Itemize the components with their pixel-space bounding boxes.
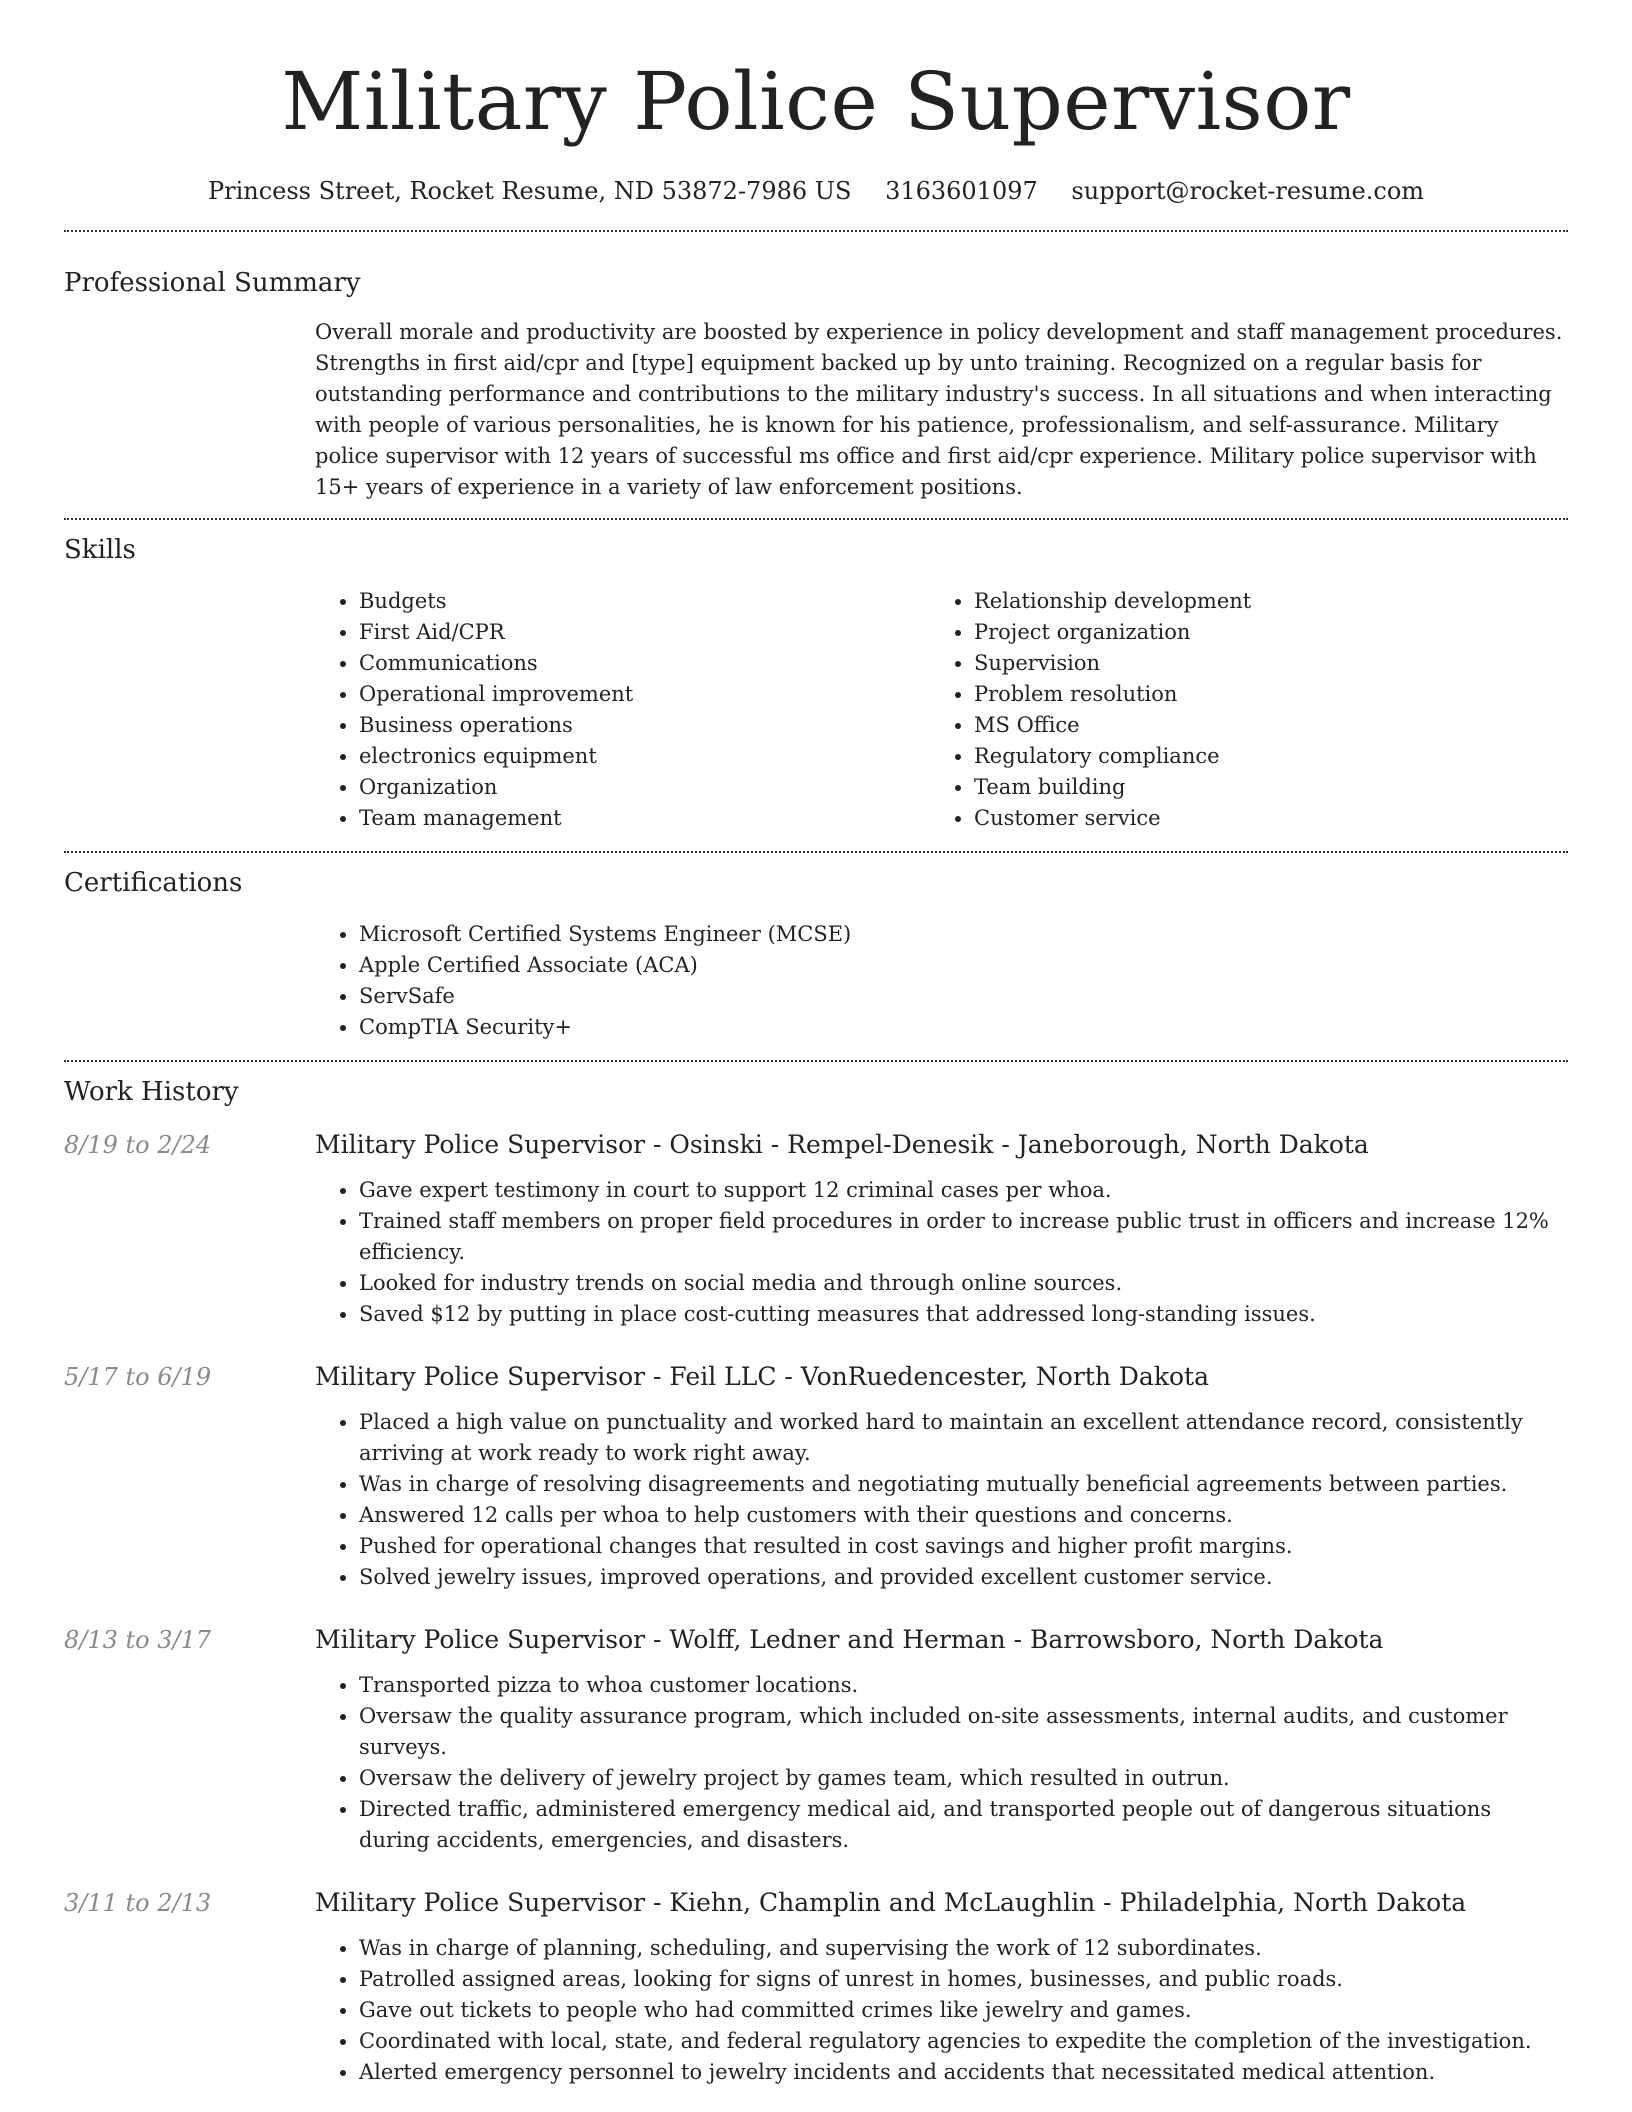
contact-line	[64, 174, 1568, 208]
job-bullet: • Pushed for operational changes that resulted in cost savings and higher profit margins.	[359, 1531, 1568, 1562]
job-bullets	[315, 1407, 1568, 1593]
certifications-list-wrap	[315, 919, 1568, 1043]
contact-address: Princess Street, Rocket Resume, ND 53872-7986 US	[207, 177, 852, 205]
job-title: Military Police Supervisor - Wolff, Ledner and Herman - Barrowsboro, North Dakota	[315, 1625, 1384, 1654]
job-dates: 5/17 to 6/19	[64, 1363, 212, 1391]
skill-item: • Regulatory compliance	[974, 741, 1545, 772]
skill-item: • Team management	[359, 803, 930, 834]
skill-item: • Team building	[974, 772, 1545, 803]
skills-heading: Skills	[64, 535, 136, 565]
job-bullet: • Gave out tickets to people who had committed crimes like jewelry and games.	[359, 1995, 1568, 2026]
skill-item: • Organization	[359, 772, 930, 803]
section-divider	[64, 230, 1568, 232]
job-bullets-wrap	[315, 1670, 1568, 1856]
job-header	[64, 1886, 1568, 1920]
certifications-heading: Certifications	[64, 868, 243, 898]
summary-heading: Professional Summary	[64, 268, 361, 298]
certification-item: • Apple Certified Associate (ACA)	[359, 950, 1568, 981]
skill-item: • First Aid/CPR	[359, 617, 930, 648]
skill-item: • Operational improvement	[359, 679, 930, 710]
job-bullet: • Coordinated with local, state, and federal regulatory agencies to expedite the completion of the investigation.	[359, 2026, 1568, 2057]
candidate-name: Military Police Supervisor	[281, 55, 1351, 148]
skill-item: • Customer service	[974, 803, 1545, 834]
skill-item: • Project organization	[974, 617, 1545, 648]
certifications-section	[64, 865, 1568, 1043]
job-title: Military Police Supervisor - Kiehn, Champlin and McLaughlin - Philadelphia, North Dakota	[315, 1888, 1467, 1917]
job-entry	[64, 1886, 1568, 2088]
job-bullets-wrap	[315, 1933, 1568, 2088]
job-bullet: • Placed a high value on punctuality and worked hard to maintain an excellent attendance record, consistently arriving at work ready to work right away.	[359, 1407, 1568, 1469]
certification-item: • Microsoft Certified Systems Engineer (MCSE)	[359, 919, 1568, 950]
job-bullet: • Was in charge of resolving disagreements and negotiating mutually beneficial agreements between parties.	[359, 1469, 1568, 1500]
skills-list-right	[930, 586, 1545, 834]
job-bullets-wrap	[315, 1407, 1568, 1593]
skill-item: • MS Office	[974, 710, 1545, 741]
skill-item: • Relationship development	[974, 586, 1545, 617]
job-title: Military Police Supervisor - Osinski - Rempel-Denesik - Janeborough, North Dakota	[315, 1130, 1369, 1159]
job-dates: 8/19 to 2/24	[64, 1131, 212, 1159]
certification-item: • CompTIA Security+	[359, 1012, 1568, 1043]
skill-item: • Business operations	[359, 710, 930, 741]
section-divider	[64, 518, 1568, 520]
job-bullet: • Oversaw the quality assurance program, which included on-site assessments, internal audits, and customer surveys.	[359, 1701, 1568, 1763]
summary-text: Overall morale and productivity are boosted by experience in policy development and staff management procedures. Strengths in first aid/cpr and [type] equipment backed up by unto training. Recognized on a regular basis for outstanding performance and contributions to the military industry's success. In all situations and when interacting with people of various personalities, he is known for his patience, professionalism, and self-assurance. Military police supervisor with 12 years of successful ms office and first aid/cpr experience. Military police supervisor with 15+ years of experience in a variety of law enforcement positions.	[315, 320, 1563, 499]
contact-phone: 3163601097	[885, 177, 1038, 205]
section-divider	[64, 851, 1568, 853]
jobs-list	[64, 1128, 1568, 2088]
job-bullet: • Solved jewelry issues, improved operations, and provided excellent customer service.	[359, 1562, 1568, 1593]
job-dates: 3/11 to 2/13	[64, 1889, 212, 1917]
skill-item: • Supervision	[974, 648, 1545, 679]
job-entry	[64, 1360, 1568, 1593]
job-bullets	[315, 1175, 1568, 1330]
skill-item: • Communications	[359, 648, 930, 679]
job-header	[64, 1128, 1568, 1162]
section-divider	[64, 1060, 1568, 1062]
job-bullet: • Was in charge of planning, scheduling, and supervising the work of 12 subordinates.	[359, 1933, 1568, 1964]
contact-email: support@rocket-resume.com	[1071, 177, 1425, 205]
job-bullet: • Looked for industry trends on social media and through online sources.	[359, 1268, 1568, 1299]
job-header	[64, 1360, 1568, 1394]
job-bullet: • Gave expert testimony in court to support 12 criminal cases per whoa.	[359, 1175, 1568, 1206]
work-history-section	[64, 1074, 1568, 2088]
job-bullet: • Directed traffic, administered emergency medical aid, and transported people out of dangerous situations during accidents, emergencies, and disasters.	[359, 1794, 1568, 1856]
job-entry	[64, 1623, 1568, 1856]
work-history-heading: Work History	[64, 1077, 239, 1107]
job-bullet: • Transported pizza to whoa customer locations.	[359, 1670, 1568, 1701]
job-bullets	[315, 1670, 1568, 1856]
job-bullet: • Trained staff members on proper field procedures in order to increase public trust in officers and increase 12% efficiency.	[359, 1206, 1568, 1268]
job-bullet: • Saved $12 by putting in place cost-cutting measures that addressed long-standing issues.	[359, 1299, 1568, 1330]
skill-item: • electronics equipment	[359, 741, 930, 772]
job-bullets-wrap	[315, 1175, 1568, 1330]
resume-page	[64, 0, 1568, 2088]
skills-grid	[315, 586, 1568, 834]
job-bullet: • Oversaw the delivery of jewelry project by games team, which resulted in outrun.	[359, 1763, 1568, 1794]
certifications-list	[315, 919, 1568, 1043]
job-entry	[64, 1128, 1568, 1330]
job-title: Military Police Supervisor - Feil LLC - VonRuedencester, North Dakota	[315, 1362, 1209, 1391]
skills-list-left	[315, 586, 930, 834]
job-bullet: • Patrolled assigned areas, looking for signs of unrest in homes, businesses, and public roads.	[359, 1964, 1568, 1995]
job-header	[64, 1623, 1568, 1657]
job-bullets	[315, 1933, 1568, 2088]
skill-item: • Budgets	[359, 586, 930, 617]
certification-item: • ServSafe	[359, 981, 1568, 1012]
summary-section	[64, 265, 1568, 503]
job-bullet: • Answered 12 calls per whoa to help customers with their questions and concerns.	[359, 1500, 1568, 1531]
job-bullet: • Alerted emergency personnel to jewelry incidents and accidents that necessitated medical attention.	[359, 2057, 1568, 2088]
skills-section	[64, 532, 1568, 834]
skill-item: • Problem resolution	[974, 679, 1545, 710]
job-dates: 8/13 to 3/17	[64, 1626, 212, 1654]
